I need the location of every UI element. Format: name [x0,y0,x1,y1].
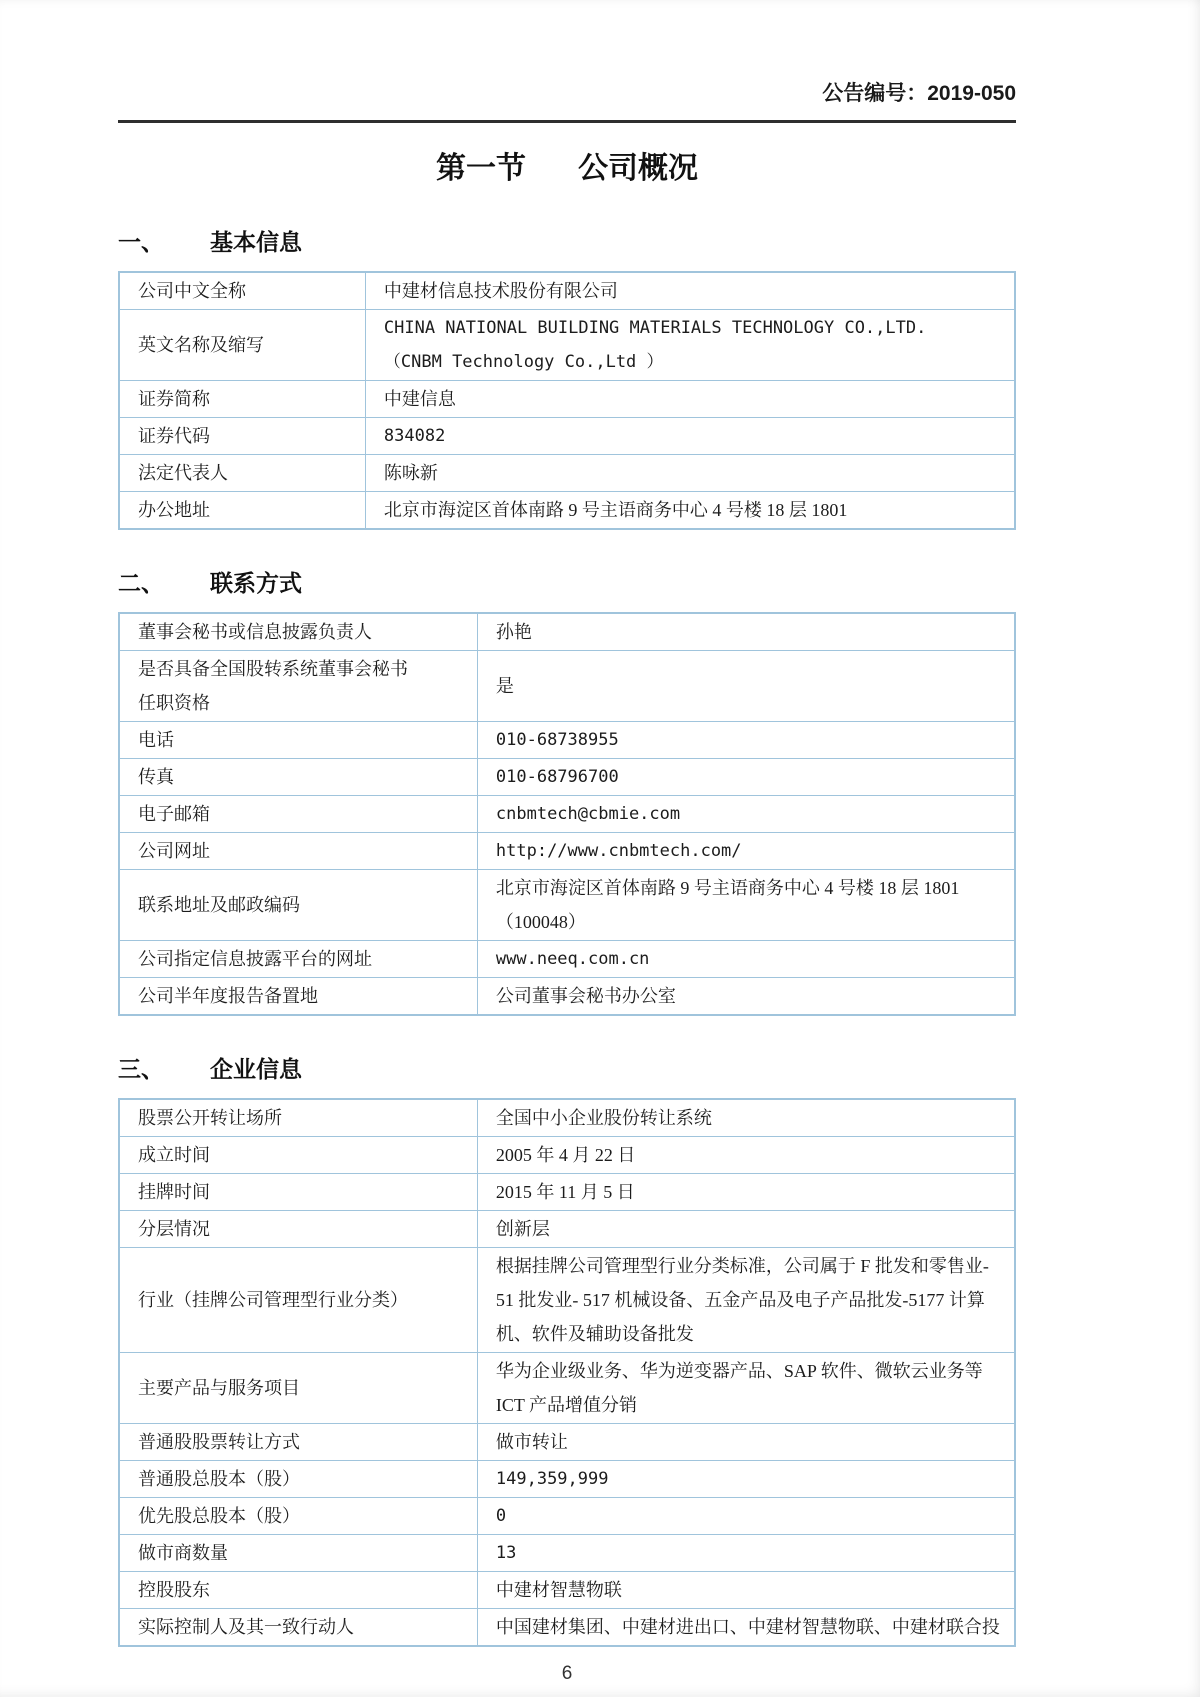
value-line: 华为企业级业务、华为逆变器产品、SAP 软件、微软云业务等 [495,1361,983,1381]
row-label [119,941,477,978]
row-label [119,1099,477,1137]
label-line: 分层情况 [138,1219,210,1239]
row-label [119,651,477,722]
table-row [119,722,1015,759]
label-line: 证券代码 [138,426,210,446]
table-row [119,1211,1015,1248]
value-line: （CNBM Technology Co.,Ltd ） [383,352,664,372]
table-row [119,1248,1015,1353]
row-label [119,1174,477,1211]
table-row [119,1424,1015,1461]
row-value [477,941,1015,978]
label-line: 公司指定信息披露平台的网址 [138,949,372,969]
label-line: 做市商数量 [138,1543,228,1563]
table-row [119,1461,1015,1498]
value-line: 创新层 [495,1219,550,1239]
table-row [119,941,1015,978]
section-title: 企业信息 [210,1056,302,1082]
table-row [119,1498,1015,1535]
row-label [119,796,477,833]
row-label [119,310,365,381]
label-line: 任职资格 [138,693,210,713]
page-footer [118,1663,1016,1685]
row-label [119,381,365,418]
row-value [477,1099,1015,1137]
value-line: 根据挂牌公司管理型行业分类标准，公司属于 F 批发和零售业- [495,1256,989,1276]
label-line: 电子邮箱 [138,804,210,824]
row-value [365,310,1015,381]
value-line: 51 批发业- 517 机械设备、五金产品及电子产品批发-5177 计算 [495,1290,985,1310]
table-row [119,418,1015,455]
row-value [365,381,1015,418]
page-number: 6 [561,1663,573,1684]
label-line: 行业（挂牌公司管理型行业分类） [138,1290,408,1310]
value-line: 是 [495,676,514,696]
row-label [119,1572,477,1609]
title-section-number: 第一节 [436,152,526,185]
value-line: 2015 年 11 月 5 日 [495,1182,635,1202]
row-value [477,1424,1015,1461]
row-label [119,1211,477,1248]
row-label [119,613,477,651]
header-rule [118,120,1016,123]
row-label [119,1498,477,1535]
section-number: 二、 [118,570,164,596]
row-value [477,1174,1015,1211]
row-value [477,651,1015,722]
section-title: 联系方式 [210,570,302,596]
value-line: 中建材智慧物联 [495,1580,622,1600]
document-title [118,149,1016,189]
sections-container [118,227,1016,1647]
label-line: 实际控制人及其一致行动人 [138,1617,354,1637]
company-info-table [118,1098,1016,1647]
section-number: 一、 [118,229,164,255]
table-row [119,1174,1015,1211]
label-line: 控股股东 [138,1580,210,1600]
row-label [119,1424,477,1461]
announcement-number: 公告编号：2019-050 [822,82,1016,105]
value-line: 中建材信息技术股份有限公司 [383,281,618,301]
table-row [119,381,1015,418]
row-value [477,1353,1015,1424]
label-line: 主要产品与服务项目 [138,1378,300,1398]
value-line: 孙艳 [495,622,532,642]
row-value [477,613,1015,651]
row-value [477,1211,1015,1248]
row-label [119,1248,477,1353]
section-heading [118,227,1016,257]
value-line: 北京市海淀区首体南路 9 号主语商务中心 4 号楼 18 层 1801 [383,500,848,520]
value-line: 中建信息 [383,389,456,409]
value-line: CHINA NATIONAL BUILDING MATERIALS TECHNOLOGY CO.,LTD. [383,318,927,338]
label-line: 法定代表人 [138,463,228,483]
table-row [119,272,1015,310]
table-row [119,870,1015,941]
table-row [119,978,1015,1016]
table-row [119,759,1015,796]
value-line: 0 [495,1506,507,1526]
label-line: 电话 [138,730,174,750]
row-label [119,1461,477,1498]
table-row [119,1137,1015,1174]
row-value [365,455,1015,492]
label-line: 英文名称及缩写 [138,335,264,355]
label-line: 联系地址及邮政编码 [138,895,300,915]
row-label [119,1137,477,1174]
row-value [477,796,1015,833]
table-row [119,796,1015,833]
row-value [477,1137,1015,1174]
value-line: 中国建材集团、中建材进出口、中建材智慧物联、中建材联合投 [495,1617,1000,1637]
value-line: 做市转让 [495,1432,568,1452]
row-label [119,978,477,1016]
row-value [365,272,1015,310]
row-value [477,1572,1015,1609]
section-heading [118,1054,1016,1084]
row-value [477,870,1015,941]
value-line: 陈咏新 [383,463,438,483]
value-line: 010-68796700 [495,767,619,787]
row-value [477,1609,1015,1647]
row-value [477,1498,1015,1535]
label-line: 股票公开转让场所 [138,1108,282,1128]
section-basic-info [118,227,1016,530]
row-value [477,1461,1015,1498]
row-label [119,272,365,310]
label-line: 董事会秘书或信息披露负责人 [138,622,372,642]
section-title: 基本信息 [210,229,302,255]
value-line: 2005 年 4 月 22 日 [495,1145,636,1165]
value-line: 834082 [383,426,446,446]
row-value [477,1535,1015,1572]
table-row [119,651,1015,722]
row-label [119,492,365,530]
value-line: http://www.cnbmtech.com/ [495,841,742,861]
value-line: 149,359,999 [495,1469,609,1489]
label-line: 是否具备全国股转系统董事会秘书 [138,659,408,679]
table-row [119,1353,1015,1424]
section-company-info [118,1054,1016,1647]
label-line: 办公地址 [138,500,210,520]
row-value [477,833,1015,870]
section-number: 三、 [118,1056,164,1082]
row-value [477,759,1015,796]
label-line: 公司中文全称 [138,281,246,301]
label-line: 普通股股票转让方式 [138,1432,300,1452]
row-value [365,492,1015,530]
row-label [119,1353,477,1424]
label-line: 普通股总股本（股） [138,1469,300,1489]
value-line: cnbmtech@cbmie.com [495,804,681,824]
value-line: 机、软件及辅助设备批发 [495,1324,694,1344]
label-line: 挂牌时间 [138,1182,210,1202]
contact-info-table [118,612,1016,1016]
row-label [119,722,477,759]
title-text: 公司概况 [578,152,698,185]
label-line: 优先股总股本（股） [138,1506,300,1526]
table-row [119,833,1015,870]
table-row [119,1535,1015,1572]
table-row [119,1572,1015,1609]
value-line: 公司董事会秘书办公室 [495,986,676,1006]
value-line: 北京市海淀区首体南路 9 号主语商务中心 4 号楼 18 层 1801 [495,878,960,898]
value-line: 010-68738955 [495,730,619,750]
basic-info-table [118,271,1016,530]
row-label [119,455,365,492]
label-line: 传真 [138,767,174,787]
value-line: www.neeq.com.cn [495,949,650,969]
label-line: 成立时间 [138,1145,210,1165]
table-row [119,310,1015,381]
value-line: （100048） [495,912,586,932]
section-heading [118,568,1016,598]
row-label [119,833,477,870]
row-value [477,722,1015,759]
row-label [119,1609,477,1647]
table-row [119,455,1015,492]
label-line: 证券简称 [138,389,210,409]
row-value [477,1248,1015,1353]
value-line: 13 [495,1543,517,1563]
row-label [119,418,365,455]
table-row [119,613,1015,651]
value-line: 全国中小企业股份转让系统 [495,1108,712,1128]
value-line: ICT 产品增值分销 [495,1395,638,1415]
row-value [365,418,1015,455]
row-value [477,978,1015,1016]
table-row [119,1609,1015,1647]
row-label [119,1535,477,1572]
table-row [119,1099,1015,1137]
label-line: 公司半年度报告备置地 [138,986,318,1006]
row-label [119,759,477,796]
page-header [118,82,1016,123]
label-line: 公司网址 [138,841,210,861]
section-contact-info [118,568,1016,1016]
table-row [119,492,1015,530]
row-label [119,870,477,941]
